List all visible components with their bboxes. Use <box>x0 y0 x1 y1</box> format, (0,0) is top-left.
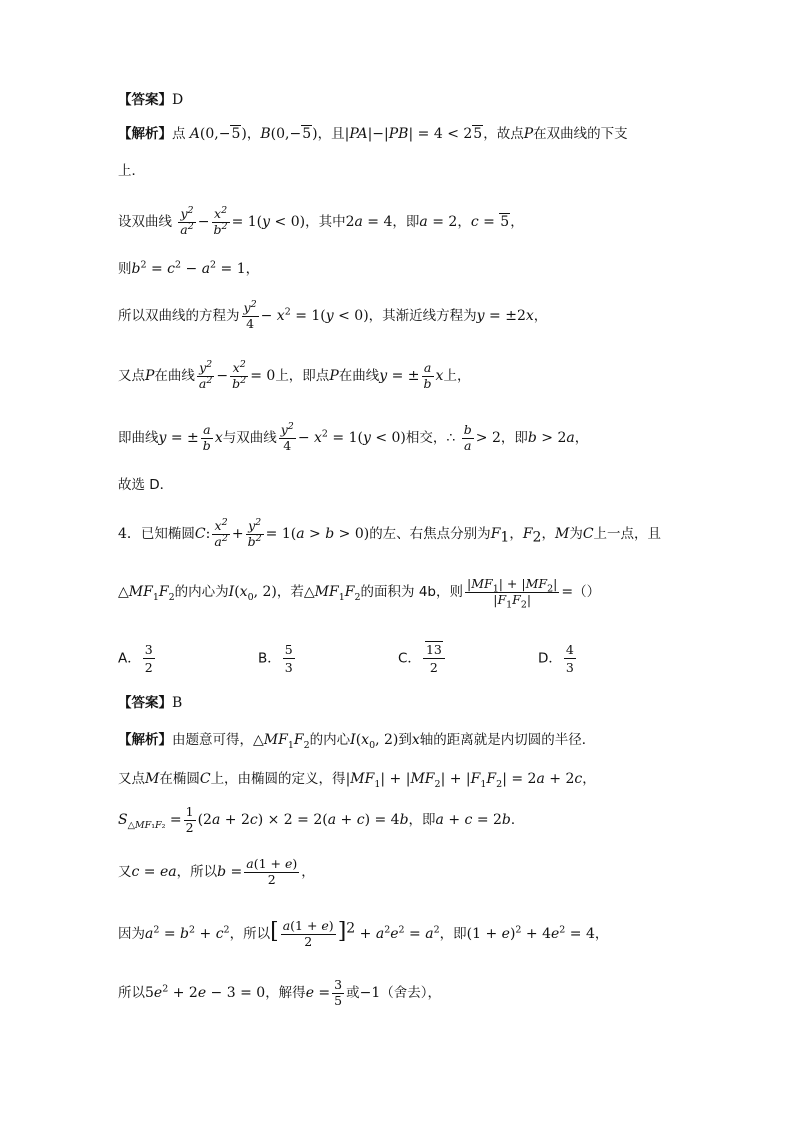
fraction: $\frac{b}{a}$ <box>463 422 472 453</box>
text-segment: ，所以 <box>176 864 218 880</box>
text-segment: ，即 <box>439 926 467 942</box>
fraction: $\frac{y^2}{a^2}$ <box>180 204 194 237</box>
text-segment: 与双曲线 <box>222 430 277 446</box>
fraction: $\frac{x^2}{b^2}$ <box>213 204 228 237</box>
answer-label: 【答案】 <box>118 695 172 711</box>
text-segment: ，且 <box>317 126 345 142</box>
answer-line-1 <box>118 93 183 108</box>
fraction: $\frac{|MF_1| + |MF_2|}{|F_1F_2|}$ <box>467 576 558 610</box>
analysis-line-5: 所以双曲线的方程为 $\frac{y^2}{4}$ − $x^2 = 1(y < 0)$，其渐近线方程为y = ±2x， <box>118 298 548 331</box>
text-segment: ，若 <box>276 584 304 600</box>
fraction: $\frac{a}{b}$ <box>202 422 211 453</box>
text-segment: 又点 <box>118 368 145 384</box>
text-segment: 在椭圆 <box>159 771 200 787</box>
fraction: $\frac{y^2}{4}$ <box>243 298 257 331</box>
text-segment: ，所以 <box>229 926 271 942</box>
option-b[interactable] <box>258 642 297 675</box>
option-label: B． <box>258 650 281 667</box>
text-segment: ，故点 <box>483 126 524 142</box>
text-segment: 或 <box>346 985 360 1001</box>
text-segment: ，即 <box>408 812 436 828</box>
option-label: D． <box>538 650 562 667</box>
text-segment: 的左、右焦点分别为 <box>369 526 491 542</box>
option-label: A． <box>118 650 141 667</box>
text-segment: 为 <box>569 526 583 542</box>
text-segment: 又 <box>118 864 132 880</box>
text-segment: 已知椭圆 <box>140 526 195 542</box>
analysis-line-4: 则$b^2 = c^2 - a^2 = 1$， <box>118 259 260 277</box>
text-segment: ，即 <box>500 430 528 446</box>
math-diff: |PA|−|PB| = 4 < 25 <box>344 126 483 142</box>
text-segment: （） <box>573 584 601 600</box>
text-segment: 所以双曲线的方程为 <box>118 308 240 324</box>
text-segment: 设双曲线 <box>118 214 172 230</box>
text-segment: 上，即点 <box>275 368 330 384</box>
text-segment: 在双曲线的下支 <box>533 126 628 142</box>
analysis-label: 【解析】 <box>118 732 172 748</box>
fraction: $\frac{a(1 + e)}{2}$ <box>282 918 334 949</box>
text-segment: 在曲线 <box>338 368 380 384</box>
fraction: $\frac{3}{2}$ <box>144 642 153 675</box>
answer-line-2 <box>118 696 182 711</box>
text-segment: ，解得 <box>265 985 306 1001</box>
fraction: $\frac{3}{5}$ <box>334 977 343 1008</box>
text-segment: 到 <box>398 732 412 748</box>
text-segment: 上，由椭圆的定义，得 <box>210 771 346 787</box>
text-segment: 点 <box>172 126 186 142</box>
text-segment: 因为 <box>118 926 145 942</box>
option-label: C． <box>398 650 421 667</box>
text-segment: 上一点，且 <box>593 526 662 542</box>
answer-label: 【答案】 <box>118 92 172 108</box>
option-a[interactable] <box>118 642 157 675</box>
text-segment: 的内心为 <box>174 584 229 600</box>
fraction: $\frac{a}{b}$ <box>423 360 432 391</box>
analysis-line-2 <box>118 165 145 179</box>
analysis2-line-3: $S_{\triangle MF_1F_2}$ = $\frac{1}{2}$ (2a + 2c) × 2 = 2(a + c) = 4b，即a + c = 2b． <box>118 804 525 835</box>
fraction: $\frac{5}{3}$ <box>284 642 293 675</box>
option-d[interactable] <box>538 642 578 675</box>
text-segment: 又点 <box>118 771 145 787</box>
answer-value: B <box>172 695 183 711</box>
analysis-line-6: 又点P在曲线 $\frac{y^2}{a^2}$ − $\frac{x^2}{b^2}$ = 0上，即点P在曲线y = ± $\frac{a}{b}$ x上， <box>118 358 471 391</box>
answer-value: D <box>172 92 184 108</box>
text-segment: 轴的距离就是内切圆的半径． <box>419 732 596 748</box>
fraction: $\frac{4}{3}$ <box>565 642 574 675</box>
analysis2-line-1: 【解析】由题意可得，$\triangle MF_1F_2$的内心$I(x_0$, 2)到x轴的距离就是内切圆的半径． <box>118 732 596 751</box>
fraction: $\frac{1}{2}$ <box>185 804 194 835</box>
text-segment: 在曲线 <box>154 368 195 384</box>
fraction: $\frac{y^2}{b^2}$ <box>247 516 262 549</box>
fraction: $\frac{13}{2}$ <box>423 642 445 675</box>
text-segment: ，其中 <box>305 214 346 230</box>
text-segment: ，即 <box>392 214 420 230</box>
text-segment: 上． <box>118 163 145 179</box>
fraction: $\frac{y^2}{a^2}$ <box>198 358 213 391</box>
text-segment: 故选 D． <box>118 477 174 493</box>
text-segment: 由题意可得， <box>172 732 253 748</box>
text-segment: （舍去）， <box>380 985 442 1001</box>
text-segment: 相交， <box>405 430 447 446</box>
analysis2-line-4: 又c = ea，所以b = $\frac{a(1 + e)}{2}$ ， <box>118 856 315 887</box>
analysis2-line-5: 因为$a^2 = b^2 + c^2$，所以[ $\frac{a(1 + e)}{2}$ ]$^2 + a^2e^2 = a^2$，即$(1 + e)^2 + 4e^2 = 4$， <box>118 918 609 949</box>
text-segment: 的内心 <box>309 732 351 748</box>
text-segment: ，其渐近线方程为 <box>368 308 477 324</box>
fraction: $\frac{x^2}{a^2}$ <box>214 516 228 549</box>
math-point-a: A <box>189 126 200 142</box>
fraction: $\frac{x^2}{b^2}$ <box>232 358 247 391</box>
analysis-label: 【解析】 <box>118 126 172 142</box>
text-segment: 即曲线 <box>118 430 159 446</box>
question-4-line-2: $\triangle MF_1F_2$的内心为$I(x_0$, 2)，若$\triangle MF_1F_2$的面积为 4b，则 $\frac{|MF_1| + |MF_2|}{|F_1F_2|}$ =（） <box>118 576 601 610</box>
analysis-line-3: 设双曲线 $\frac{y^2}{a^2}$ − $\frac{x^2}{b^2}$ = 1(y < 0)，其中2a = 4，即a = 2，c = 5， <box>118 204 524 237</box>
analysis-line-8 <box>118 479 173 493</box>
analysis2-line-2: 又点M在椭圆C上，由椭圆的定义，得$|MF_1| + |MF_2| + |F_1F_2| = 2a + 2c$， <box>118 771 596 790</box>
question-4-line-1: 4．已知椭圆C: $\frac{x^2}{a^2}$ + $\frac{y^2}{b^2}$ = 1(a > b > 0)的左、右焦点分别为$F_1$，$F_2$，M为C上一点，且 <box>118 516 662 549</box>
fraction: $\frac{a(1 + e)}{2}$ <box>246 856 298 887</box>
fraction: $\frac{y^2}{4}$ <box>280 420 294 453</box>
text-segment: 的面积为 4b，则 <box>360 584 463 600</box>
analysis2-line-6: 所以$5e^2 + 2e - 3 = 0$，解得e = $\frac{3}{5}$ 或−1（舍去）， <box>118 977 442 1008</box>
option-c[interactable] <box>398 642 447 675</box>
text-segment: 上， <box>443 368 471 384</box>
analysis-line-1: 【解析】点 A(0,−5)，B(0,−5)，且|PA|−|PB| = 4 < 25，故点P在双曲线的下支 <box>118 126 628 142</box>
text-segment: 所以 <box>118 985 145 1001</box>
question-number: 4． <box>118 526 141 542</box>
text-segment: 则 <box>118 261 132 277</box>
analysis-line-7: 即曲线y = ± $\frac{a}{b}$ x与双曲线 $\frac{y^2}{4}$ − $x^2 = 1(y < 0)$相交，∴ $\frac{b}{a}$ > 2，即b > 2a， <box>118 420 589 453</box>
